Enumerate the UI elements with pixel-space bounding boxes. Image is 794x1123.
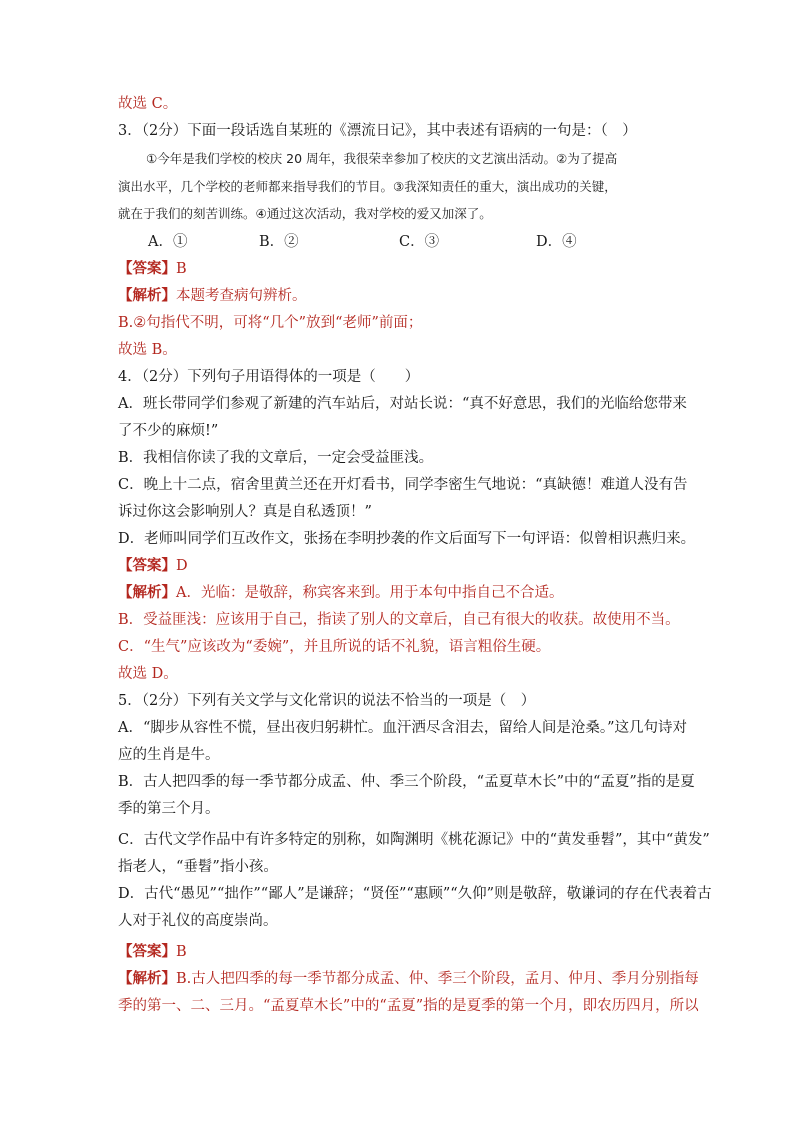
answer-label: 【答案】	[118, 557, 176, 574]
explanation-label: 【解析】	[118, 970, 176, 987]
question-3-passage-line-1: ①今年是我们学校的校庆 20 周年，我很荣幸参加了校庆的文艺演出活动。②为了提高	[146, 151, 618, 166]
answer-value: B	[176, 261, 187, 277]
question-5-option-d-line-2: 人对于礼仪的高度崇尚。	[118, 913, 278, 929]
explanation-4	[118, 583, 688, 603]
option-a: A．①	[148, 234, 188, 250]
answer-value: D	[176, 558, 188, 574]
answer-3	[118, 259, 688, 279]
option-d: D．④	[536, 234, 577, 250]
question-5-option-d-line-1: D．古代“愚见”“拙作”“鄙人”是谦辞；“贤侄”“惠顾”“久仰”则是敬辞，敬谦词的存在代表着古	[118, 886, 712, 902]
answer-conclusion-4: 故选 D。	[118, 666, 178, 682]
question-5-option-c-line-1: C．古代文学作品中有许多特定的别称，如陶渊明《桃花源记》中的“黄发垂髫”，其中“黄发”	[118, 832, 710, 848]
question-3-options	[118, 232, 688, 252]
question-4-stem: 4．（2分）下列句子用语得体的一项是（ ）	[118, 369, 420, 385]
explanation-5-line-2: 季的第一、二、三月。“孟夏草木长”中的“孟夏”指的是夏季的第一个月，即农历四月，所以	[118, 998, 699, 1014]
question-4-option-a-line-1: A．班长带同学们参观了新建的汽车站后，对站长说：“真不好意思，我们的光临给您带来	[118, 396, 687, 412]
explanation-text: A．光临：是敬辞，称宾客来到。用于本句中指自己不合适。	[176, 585, 564, 601]
explanation-label: 【解析】	[118, 287, 176, 304]
question-5-option-a-line-2: 应的生肖是牛。	[118, 747, 220, 763]
question-3-passage-line-2: 演出水平，几个学校的老师都来指导我们的节目。③我深知责任的重大，演出成功的关键，	[118, 179, 617, 194]
question-5-option-b-line-1: B．古人把四季的每一季节都分成孟、仲、季三个阶段，“孟夏草木长”中的“孟夏”指的是夏	[118, 774, 695, 790]
question-4-option-c-line-1: C．晚上十二点，宿舍里黄兰还在开灯看书，同学李密生气地说：“真缺德！难道人没有告	[118, 477, 688, 493]
answer-conclusion-2: 故选 C。	[118, 96, 178, 112]
explanation-label: 【解析】	[118, 584, 176, 601]
answer-label: 【答案】	[118, 260, 176, 277]
explanation-4-line-2: B．受益匪浅：应该用于自己，指读了别人的文章后，自己有很大的收获。故使用不当。	[118, 612, 680, 628]
question-3-stem: 3．（2分）下面一段话选自某班的《漂流日记》，其中表述有语病的一句是：（ ）	[118, 123, 637, 139]
explanation-5	[118, 969, 699, 989]
question-3-passage-line-3: 就在于我们的刻苦训练。④通过这次活动，我对学校的爱又加深了。	[118, 206, 492, 221]
question-5-option-b-line-2: 季的第三个月。	[118, 801, 220, 817]
answer-label: 【答案】	[118, 943, 176, 960]
question-4-option-a-line-2: 了不少的麻烦!”	[118, 423, 219, 439]
question-4-option-b: B．我相信你读了我的文章后，一定会受益匪浅。	[118, 450, 434, 466]
answer-conclusion-3: 故选 B。	[118, 342, 177, 358]
question-4-option-d: D．老师叫同学们互改作文，张扬在李明抄袭的作文后面写下一句评语：似曾相识燕归来。	[118, 531, 696, 547]
question-4-option-c-line-2: 诉过你这会影响别人？真是自私透顶！”	[118, 504, 372, 520]
question-5-stem: 5．（2分）下列有关文学与文化常识的说法不恰当的一项是（ ）	[118, 693, 536, 709]
option-c: C．③	[399, 234, 440, 250]
explanation-4-line-3: C．“生气”应该改为“委婉”，并且所说的话不礼貌，语言粗俗生硬。	[118, 639, 551, 655]
explanation-text: 本题考查病句辨析。	[176, 288, 307, 304]
question-5-option-c-line-2: 指老人，“垂髫”指小孩。	[118, 859, 278, 875]
question-5-option-a-line-1: A．“脚步从容性不慌，昼出夜归躬耕忙。血汗洒尽含泪去，留给人间是沧桑。”这几句诗对	[118, 720, 688, 736]
answer-5	[118, 942, 688, 962]
answer-4	[118, 556, 688, 576]
explanation-3-line-2: B.②句指代不明，可将“几个”放到“老师”前面；	[118, 315, 423, 331]
explanation-text: B.古人把四季的每一季节都分成孟、仲、季三个阶段，孟月、仲月、季月分别指每	[176, 971, 699, 987]
option-b: B．②	[259, 234, 299, 250]
explanation-3	[118, 286, 688, 306]
answer-value: B	[176, 944, 187, 960]
